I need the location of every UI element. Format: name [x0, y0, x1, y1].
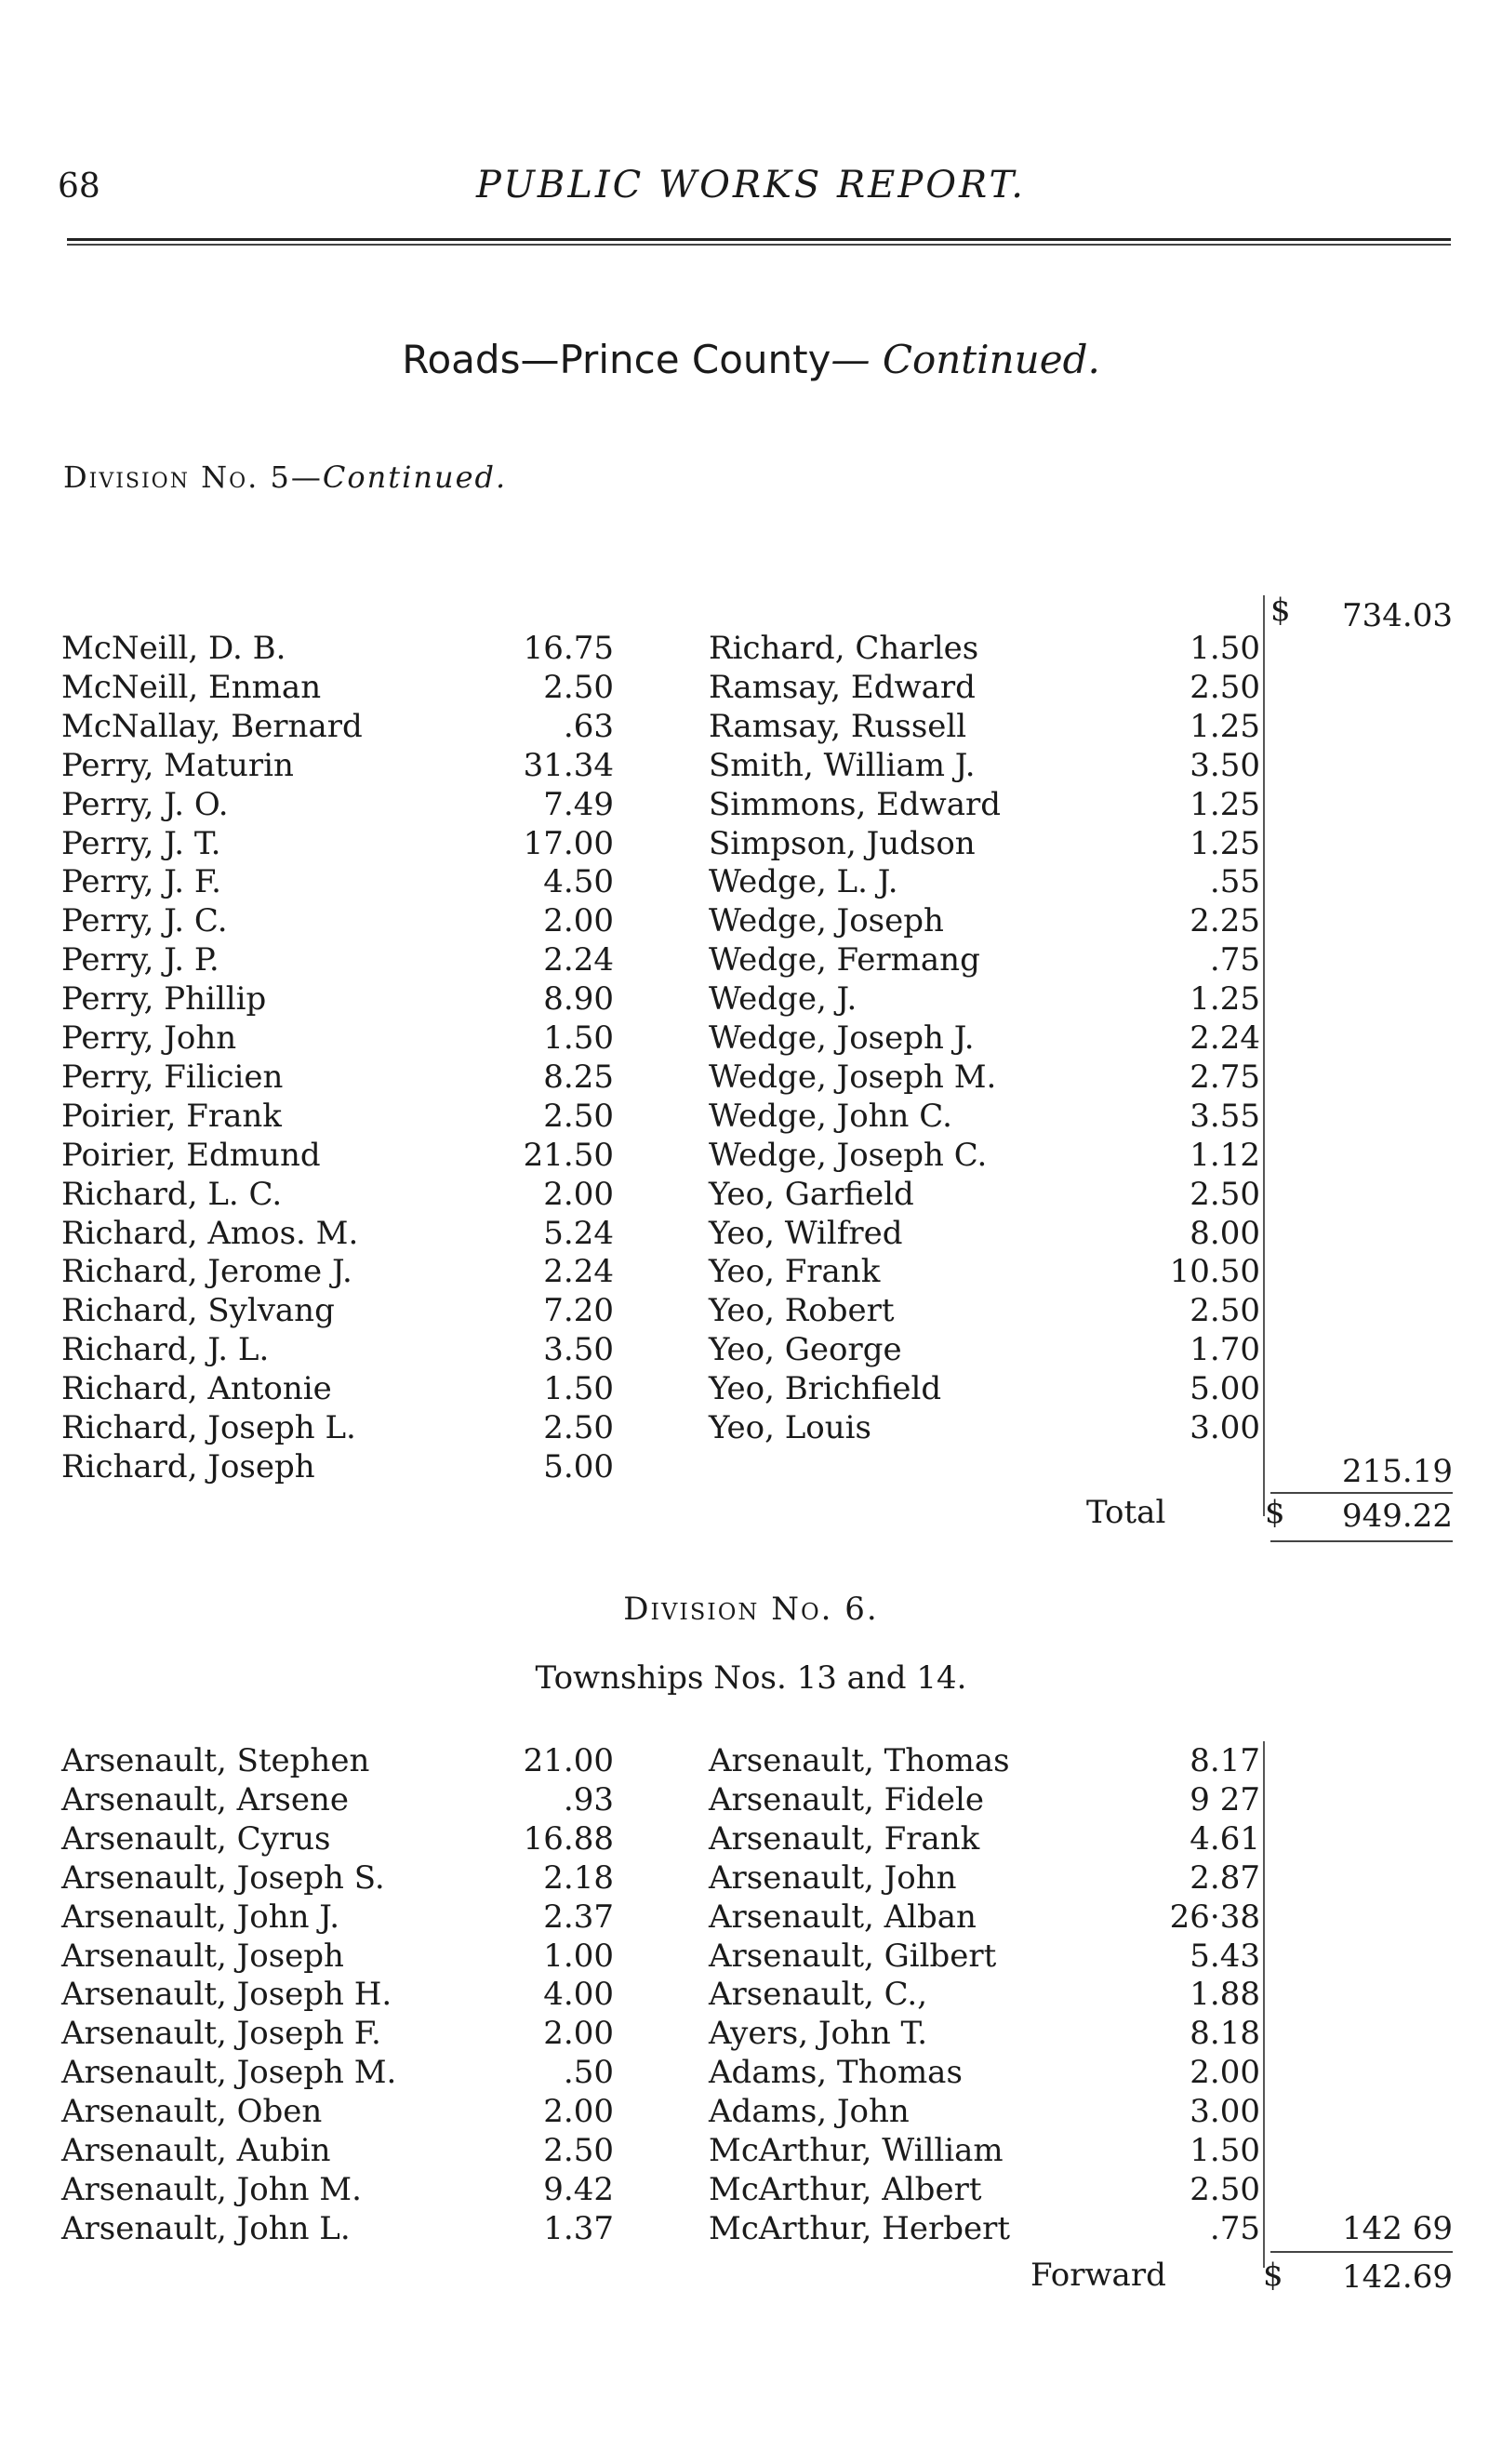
entry-amount: 31.34	[523, 746, 614, 784]
division-6-subtotal: 142 69	[1342, 2210, 1453, 2247]
entry-amount: 1.25	[1190, 785, 1260, 823]
entry-amount: 2.50	[1190, 668, 1260, 706]
entry-amount: 16.88	[523, 1819, 614, 1858]
entry-name: Arsenault, Cyrus	[61, 1819, 331, 1858]
entry-amount: 9 27	[1190, 1780, 1260, 1818]
entry-name: Richard, Joseph L.	[61, 1409, 356, 1446]
entry-amount: 2.50	[1190, 2170, 1260, 2208]
entry-amount: 2.25	[1190, 902, 1260, 940]
entry-amount: 1.37	[543, 2209, 614, 2247]
entry-name: Adams, Thomas	[709, 2054, 963, 2092]
entry-amount: .50	[563, 2054, 614, 2092]
entry-name: Arsenault, John	[709, 1858, 957, 1897]
entry-name: Richard, Joseph	[61, 1447, 315, 1485]
entry-name: Arsenault, Alban	[709, 1898, 977, 1936]
entry-amount: 2.00	[1190, 2054, 1260, 2092]
entry-amount: 1.50	[1190, 2132, 1260, 2169]
division-5-total: 949.22	[1342, 1498, 1453, 1535]
entry-amount: 1.50	[543, 1370, 614, 1408]
entry-amount: .63	[563, 707, 614, 745]
entry-name: McNeill, D. B.	[61, 630, 286, 667]
entry-name: Yeo, Louis	[709, 1409, 871, 1446]
entry-amount: 2.00	[543, 2015, 614, 2053]
entry-amount: 1.12	[1190, 1136, 1260, 1174]
entry-amount: 3.50	[543, 1331, 614, 1369]
entry-amount: 2.50	[543, 2132, 614, 2169]
entry-name: Wedge, Joseph C.	[709, 1136, 988, 1174]
entry-amount: 3.00	[1190, 2093, 1260, 2131]
entry-name: Yeo, Garfield	[709, 1175, 914, 1213]
subtotal-rule	[1270, 1492, 1453, 1494]
entry-name: Perry, J. T.	[61, 824, 221, 862]
entry-name: Richard, Charles	[709, 630, 979, 667]
entry-name: Richard, Jerome J.	[61, 1253, 352, 1291]
entry-amount: 2.18	[543, 1858, 614, 1897]
entry-amount: 26·38	[1169, 1898, 1260, 1936]
entry-name: Arsenault, Gilbert	[709, 1937, 997, 1975]
entry-amount: 2.24	[543, 1253, 614, 1291]
entry-amount: 4.00	[543, 1976, 614, 2014]
entry-amount: 5.00	[543, 1447, 614, 1485]
entry-name: McArthur, Herbert	[709, 2209, 1011, 2247]
entry-name: Arsenault, Joseph	[61, 1937, 344, 1975]
header-rule-secondary	[67, 244, 1451, 246]
entry-name: Wedge, Fermang	[709, 941, 980, 979]
entry-amount: 5.43	[1190, 1937, 1260, 1975]
section-title-text: Roads—Prince County	[402, 337, 831, 382]
section-title	[0, 337, 1502, 382]
entry-name: Perry, J. O.	[61, 785, 229, 823]
entry-amount: 1.25	[1190, 824, 1260, 862]
entry-name: Yeo, George	[709, 1331, 902, 1369]
entry-amount: 2.00	[543, 902, 614, 940]
entry-name: Simpson, Judson	[709, 824, 976, 862]
entry-amount: 2.00	[543, 2093, 614, 2131]
division-6-subheading: Townships Nos. 13 and 14.	[535, 1659, 967, 1697]
total-rule	[1270, 1540, 1453, 1542]
entry-name: Arsenault, C.,	[709, 1976, 928, 2014]
entry-name: Arsenault, John J.	[61, 1898, 340, 1936]
page-number: 68	[58, 167, 100, 206]
entry-amount: 2.50	[543, 1097, 614, 1135]
total-dollar: $	[1265, 1494, 1285, 1531]
division-5-subtotal: 215.19	[1342, 1453, 1453, 1490]
entry-amount: 5.00	[1190, 1370, 1260, 1408]
entry-name: Smith, William J.	[709, 746, 976, 784]
entry-name: Wedge, L. J.	[709, 863, 898, 901]
entry-name: Arsenault, Joseph F.	[61, 2015, 381, 2053]
entry-name: Richard, J. L.	[61, 1331, 270, 1369]
entry-name: Richard, Antonie	[61, 1370, 332, 1408]
entry-name: Arsenault, Thomas	[709, 1742, 1010, 1779]
entry-amount: 1.50	[543, 1019, 614, 1057]
entry-amount: 2.50	[1190, 1175, 1260, 1213]
entry-name: Perry, John	[61, 1019, 237, 1057]
entry-name: Poirier, Frank	[61, 1097, 282, 1135]
entry-amount: 10.50	[1169, 1253, 1260, 1291]
division-5-heading-continued: Continued.	[322, 460, 508, 495]
entry-amount: 16.75	[523, 630, 614, 667]
entry-amount: 5.24	[543, 1214, 614, 1252]
entry-name: Ramsay, Edward	[709, 668, 976, 706]
entry-name: McNallay, Bernard	[61, 707, 363, 745]
entry-name: Perry, Phillip	[61, 980, 267, 1019]
total-label: Total	[1086, 1494, 1166, 1531]
entry-amount: 2.50	[543, 1409, 614, 1446]
entry-amount: 1.70	[1190, 1331, 1260, 1369]
entry-name: Arsenault, John M.	[61, 2170, 362, 2208]
entry-amount: 3.55	[1190, 1097, 1260, 1135]
entry-name: Perry, Filicien	[61, 1058, 284, 1096]
entry-amount: 4.50	[543, 863, 614, 901]
entry-amount: 1.25	[1190, 707, 1260, 745]
entry-amount: 21.00	[523, 1742, 614, 1779]
entry-name: Wedge, Joseph J.	[709, 1019, 975, 1057]
entry-amount: 7.49	[543, 785, 614, 823]
entry-name: Arsenault, Fidele	[709, 1780, 984, 1818]
forward-label: Forward	[1030, 2257, 1166, 2294]
entry-amount: 8.25	[543, 1058, 614, 1096]
entry-name: Wedge, John C.	[709, 1097, 952, 1135]
entry-name: Arsenault, Aubin	[61, 2132, 331, 2169]
entry-amount: .93	[563, 1780, 614, 1818]
entry-name: Arsenault, John L.	[61, 2209, 351, 2247]
entry-name: Simmons, Edward	[709, 785, 1002, 823]
entry-amount: 21.50	[523, 1136, 614, 1174]
entry-name: Ayers, John T.	[709, 2015, 928, 2053]
subtotal-rule-div6	[1270, 2251, 1453, 2253]
entry-name: Perry, J. F.	[61, 863, 221, 901]
entry-amount: 1.50	[1190, 630, 1260, 667]
division-5-column-rule	[1263, 595, 1265, 1516]
entry-name: Yeo, Frank	[709, 1253, 881, 1291]
header-rule	[67, 238, 1451, 241]
entry-name: Arsenault, Frank	[709, 1819, 980, 1858]
entry-amount: 8.18	[1190, 2015, 1260, 2053]
entry-amount: 8.17	[1190, 1742, 1260, 1779]
entry-amount: 2.24	[1190, 1019, 1260, 1057]
entry-name: Arsenault, Oben	[61, 2093, 323, 2131]
entry-amount: 3.50	[1190, 746, 1260, 784]
entry-name: Ramsay, Russell	[709, 707, 967, 745]
division-5-heading-text: Division No. 5—	[63, 460, 323, 495]
entry-name: McArthur, William	[709, 2132, 1004, 2169]
entry-name: Perry, J. P.	[61, 941, 219, 979]
entry-amount: 2.24	[543, 941, 614, 979]
entry-amount: 9.42	[543, 2170, 614, 2208]
entry-name: Wedge, Joseph	[709, 902, 944, 940]
forward-amount: 142.69	[1342, 2258, 1453, 2296]
division-6-column-rule	[1263, 1741, 1265, 2268]
entry-amount: 2.50	[543, 668, 614, 706]
entry-amount: 1.25	[1190, 980, 1260, 1019]
entry-name: Perry, J. C.	[61, 902, 228, 940]
entry-name: Wedge, J.	[709, 980, 857, 1019]
section-title-continued: — Continued.	[831, 337, 1100, 382]
entry-name: Arsenault, Arsene	[61, 1780, 349, 1818]
entry-name: McArthur, Albert	[709, 2170, 982, 2208]
entry-name: Yeo, Wilfred	[709, 1214, 903, 1252]
brought-forward-dollar: $	[1270, 592, 1291, 629]
entry-amount: 7.20	[543, 1292, 614, 1330]
entry-name: Richard, Amos. M.	[61, 1214, 359, 1252]
entry-amount: 8.00	[1190, 1214, 1260, 1252]
entry-amount: 3.00	[1190, 1409, 1260, 1446]
entry-amount: 4.61	[1190, 1819, 1260, 1858]
entry-amount: .55	[1209, 863, 1260, 901]
entry-amount: 8.90	[543, 980, 614, 1019]
entry-name: Adams, John	[709, 2093, 910, 2131]
entry-name: Poirier, Edmund	[61, 1136, 321, 1174]
entry-name: Richard, L. C.	[61, 1175, 283, 1213]
entry-name: Arsenault, Joseph M.	[61, 2054, 397, 2092]
entry-name: Yeo, Robert	[709, 1292, 895, 1330]
entry-amount: .75	[1209, 941, 1260, 979]
entry-amount: 2.37	[543, 1898, 614, 1936]
entry-name: Richard, Sylvang	[61, 1292, 335, 1330]
entry-amount: 2.87	[1190, 1858, 1260, 1897]
brought-forward-amount: 734.03	[1342, 597, 1453, 634]
entry-amount: .75	[1209, 2209, 1260, 2247]
forward-dollar: $	[1263, 2257, 1283, 2294]
entry-name: Perry, Maturin	[61, 746, 294, 784]
entry-name: Yeo, Brichfield	[709, 1370, 942, 1408]
entry-amount: 1.88	[1190, 1976, 1260, 2014]
entry-name: McNeill, Enman	[61, 668, 322, 706]
entry-amount: 1.00	[543, 1937, 614, 1975]
entry-amount: 17.00	[523, 824, 614, 862]
entry-amount: 2.50	[1190, 1292, 1260, 1330]
entry-name: Arsenault, Stephen	[61, 1742, 370, 1779]
entry-name: Arsenault, Joseph S.	[61, 1858, 385, 1897]
running-head: PUBLIC WORKS REPORT.	[476, 164, 1026, 206]
entry-amount: 2.75	[1190, 1058, 1260, 1096]
entry-amount: 2.00	[543, 1175, 614, 1213]
entry-name: Wedge, Joseph M.	[709, 1058, 997, 1096]
division-6-heading: Division No. 6.	[623, 1591, 879, 1628]
entry-name: Arsenault, Joseph H.	[61, 1976, 392, 2014]
division-5-heading	[63, 460, 507, 495]
